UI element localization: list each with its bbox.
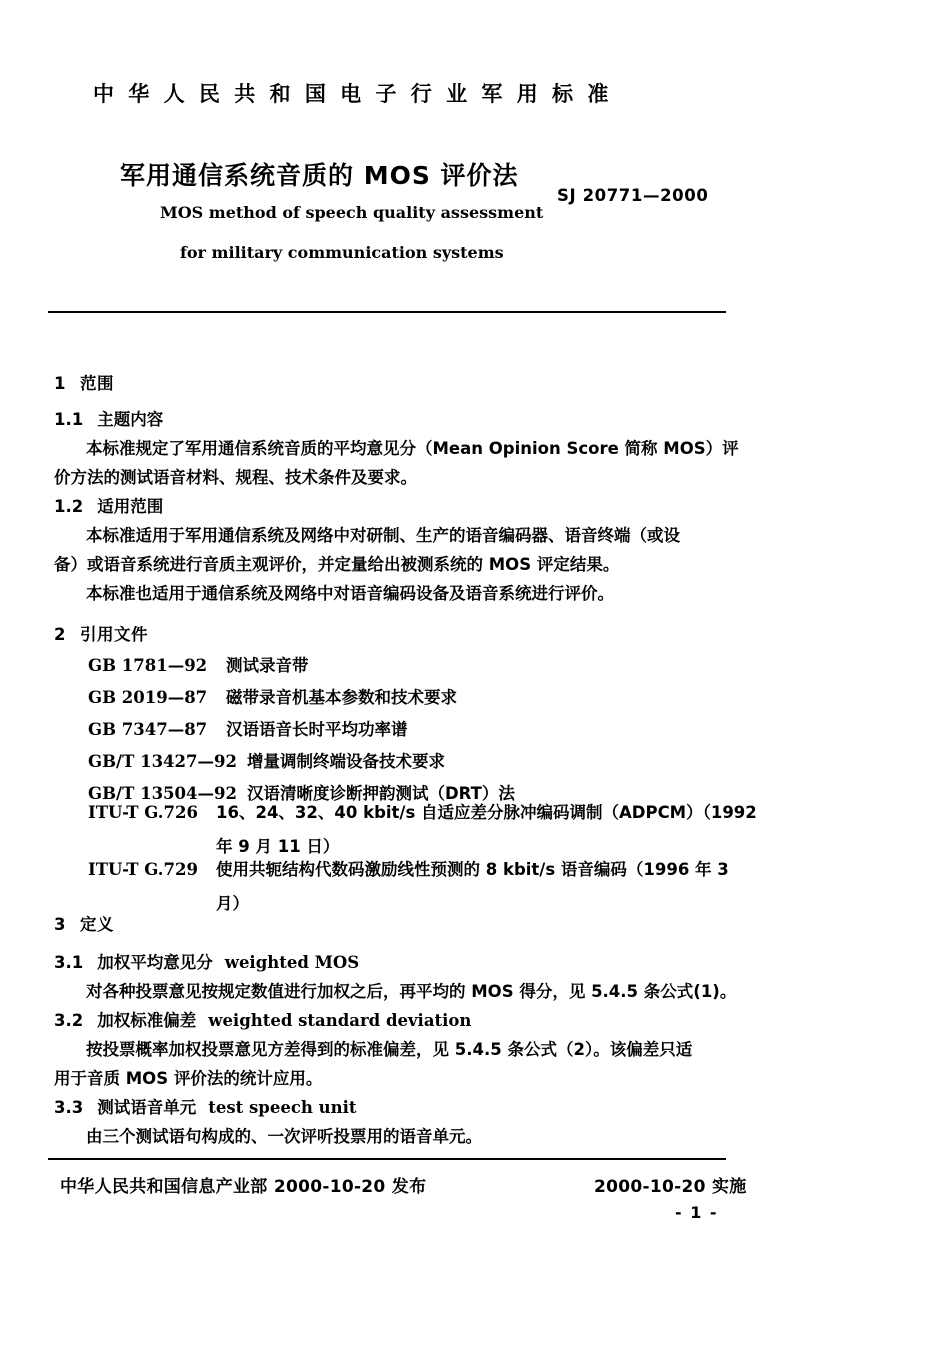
reference-description-line-1: 使用共轭结构代数码激励线性预测的 8 kbit/s 语音编码（1996 年 3	[216, 860, 729, 879]
section-3-2-body-line-1: 按投票概率加权投票意见方差得到的标准偏差，见 5.4.5 条公式（2）。该偏差只适	[86, 1040, 693, 1059]
page-number: - 1 -	[675, 1203, 719, 1222]
section-1-2-body-line-1: 本标准适用于军用通信系统及网络中对研制、生产的语音编码器、语音终端（或设	[86, 526, 680, 545]
masthead-national-standard-line: 中 华 人 民 共 和 国 电 子 行 业 军 用 标 准	[93, 82, 612, 106]
reference-description: 测试录音带	[226, 656, 309, 675]
document-title-english-line-2: for military communication systems	[180, 243, 504, 262]
document-title-english-line-1: MOS method of speech quality assessment	[160, 203, 544, 222]
header-divider-rule	[48, 311, 726, 313]
section-1-1-number: 1.1	[54, 410, 84, 429]
reference-id: GB/T 13504—92	[88, 784, 237, 803]
reference-description-line-2: 年 9 月 11 日）	[216, 837, 340, 856]
reference-description-line-2: 月）	[216, 894, 249, 913]
footer-issuer-statement: 中华人民共和国信息产业部 2000-10-20 发布	[60, 1177, 427, 1197]
section-1-2-heading	[54, 492, 163, 521]
reference-description: 增量调制终端设备技术要求	[246, 752, 445, 771]
reference-id: GB 7347—87	[88, 720, 208, 739]
section-1-2-body-line-2: 备）或语音系统进行音质主观评价，并定量给出被测系统的 MOS 评定结果。	[54, 555, 620, 574]
section-2-number: 2	[54, 625, 66, 644]
section-3-3-body-line-1: 由三个测试语句构成的、一次评听投票用的语音单元。	[86, 1127, 482, 1146]
section-1-1-title: 主题内容	[97, 410, 164, 429]
section-2-heading	[54, 620, 148, 649]
section-1-2-body-line-3: 本标准也适用于通信系统及网络中对语音编码设备及语音系统进行评价。	[86, 584, 614, 603]
reference-description: 磁带录音机基本参数和技术要求	[226, 688, 457, 707]
section-3-1-number: 3.1	[54, 953, 84, 972]
section-3-3-number: 3.3	[54, 1098, 84, 1117]
section-1-1-body-line-1: 本标准规定了军用通信系统音质的平均意见分（Mean Opinion Score 简称 MOS）评	[86, 439, 739, 458]
section-3-1-title-english: weighted MOS	[224, 953, 360, 972]
reference-item	[88, 650, 515, 682]
reference-id: GB 2019—87	[88, 688, 208, 707]
reference-id: GB/T 13427—92	[88, 752, 237, 771]
section-3-number: 3	[54, 915, 66, 934]
section-3-3-title-english: test speech unit	[208, 1098, 357, 1117]
section-1-2-number: 1.2	[54, 497, 84, 516]
section-3-1-body-line-1: 对各种投票意见按规定数值进行加权之后，再平均的 MOS 得分，见 5.4.5 条公式(1)。	[86, 982, 737, 1001]
section-3-2-number: 3.2	[54, 1011, 84, 1030]
section-3-1-heading	[54, 948, 359, 977]
standard-number: SJ 20771—2000	[557, 186, 709, 205]
section-3-2-title-english: weighted standard deviation	[208, 1011, 472, 1030]
section-1-1-heading	[54, 405, 163, 434]
reference-item	[88, 714, 515, 746]
section-3-3-title-chinese: 测试语音单元	[97, 1098, 197, 1117]
section-3-2-title-chinese: 加权标准偏差	[97, 1011, 197, 1030]
footer-effective-date: 2000-10-20 实施	[594, 1177, 747, 1197]
reference-item	[88, 682, 515, 714]
reference-id: GB 1781—92	[88, 656, 208, 675]
reference-id: ITU-T G.726	[88, 803, 198, 822]
reference-description: 汉语语音长时平均功率谱	[226, 720, 408, 739]
section-3-1-title-chinese: 加权平均意见分	[97, 953, 213, 972]
section-2-title: 引用文件	[79, 625, 148, 644]
section-1-title: 范围	[79, 374, 114, 393]
section-3-title: 定义	[79, 915, 114, 934]
reference-item-itu-g729	[88, 853, 729, 921]
section-1-heading	[54, 369, 114, 398]
footer-divider-rule	[48, 1158, 726, 1160]
reference-item	[88, 746, 515, 778]
document-title-chinese: 军用通信系统音质的 MOS 评价法	[120, 161, 519, 190]
reference-description: 汉语清晰度诊断押韵测试（DRT）法	[246, 784, 515, 803]
section-3-2-heading	[54, 1006, 471, 1035]
section-3-3-heading	[54, 1093, 357, 1122]
reference-list	[88, 650, 515, 810]
section-3-heading	[54, 910, 114, 939]
section-1-2-title: 适用范围	[97, 497, 164, 516]
section-3-2-body-line-2: 用于音质 MOS 评价法的统计应用。	[54, 1069, 323, 1088]
reference-description-line-1: 16、24、32、40 kbit/s 自适应差分脉冲编码调制（ADPCM）（1992	[216, 803, 757, 822]
section-1-1-body-line-2: 价方法的测试语音材料、规程、技术条件及要求。	[54, 468, 417, 487]
reference-id: ITU-T G.729	[88, 860, 198, 879]
section-1-number: 1	[54, 374, 66, 393]
